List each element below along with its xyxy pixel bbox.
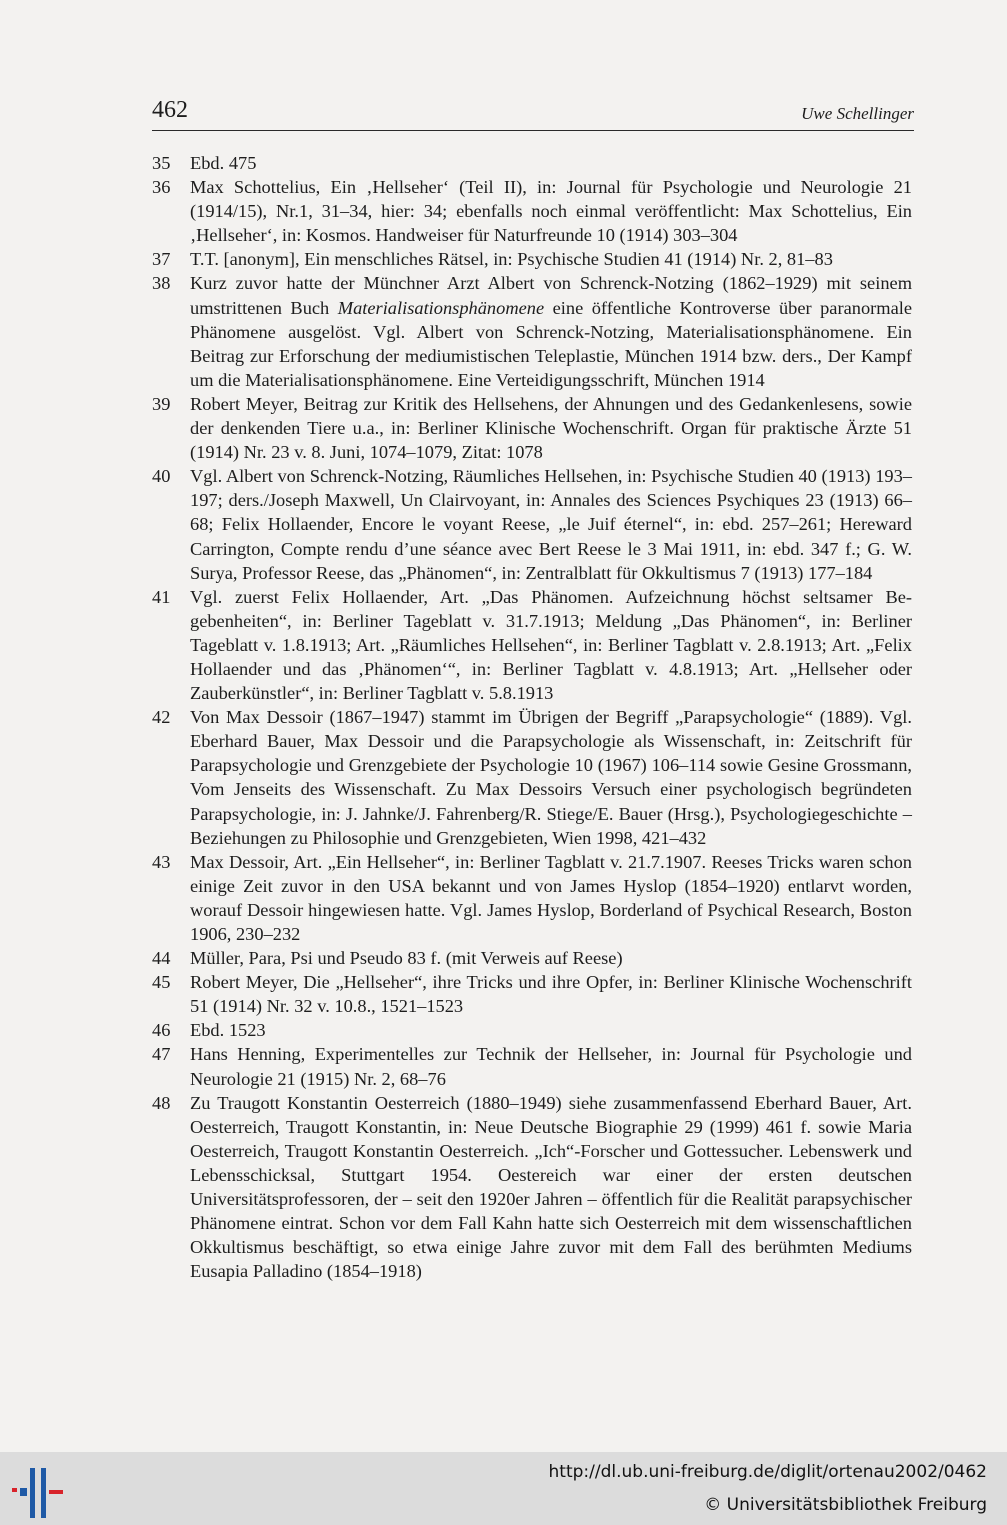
footnote-text: Max Dessoir, Art. „Ein Hellseher“, in: Berliner Tagblatt v. 21.7.1907. Reeses Tricks waren schon einige Zeit zuvor in den USA bekannt und von James Hyslop (1854–1920) entlarvt worden, worauf Dessoir hingewiesen hatte. Vgl. James Hyslop, Borderland of Psychical Research, Boston 1906, 230–232 <box>190 851 912 944</box>
footnote-number: 43 <box>152 851 171 872</box>
footnote-text <box>190 271 912 391</box>
footnote <box>152 1091 912 1284</box>
footnote <box>152 247 912 271</box>
footnote-text: T.T. [anonym], Ein menschliches Rätsel, in: Psychische Studien 41 (1914) Nr. 2, 81–83 <box>190 249 833 270</box>
footnote-number: 40 <box>152 466 171 487</box>
footnote <box>152 271 912 391</box>
footnote-number: 42 <box>152 707 171 728</box>
footnote-number: 39 <box>152 393 171 414</box>
footnote-number: 37 <box>152 249 171 270</box>
footnote-text: Müller, Para, Psi und Pseudo 83 f. (mit Verweis auf Reese) <box>190 948 623 969</box>
footnote-number: 36 <box>152 177 171 198</box>
copyright-notice: © Universitätsbibliothek Freiburg <box>704 1495 987 1515</box>
footnote-number: 47 <box>152 1044 171 1065</box>
footnotes-list <box>152 151 912 1283</box>
footnote-text: Max Schottelius, Ein ‚Hellseher‘ (Teil II), in: Journal für Psychologie und Neurologie 21 (1914/15), Nr.1, 31–34, hier: 34; ebenfalls noch einmal veröffentlicht: Max Schottelius, Ein ‚Hellseher‘, in: Kosmos. Handweiser für Naturfreunde 10 (1914) 303–304 <box>190 177 912 246</box>
footnote-text: Ebd. 475 <box>190 153 257 173</box>
footnote-number: 41 <box>152 586 171 607</box>
footnote-text: Robert Meyer, Beitrag zur Kritik des Hellsehens, der Ahnungen und des Gedankenlesens, sowie der denkenden Tiere u.a., in: Berliner Klinische Wochenschrift. Organ für praktische Ärzte 51 (1914) Nr. 23 v. 8. Juni, 1074–1079, Zitat: 1078 <box>190 393 912 463</box>
permalink-url[interactable]: http://dl.ub.uni-freiburg.de/diglit/ortenau2002/0462 <box>548 1462 987 1482</box>
book-title: Materialisationsphänomene <box>337 297 545 318</box>
footnote-number: 48 <box>152 1092 171 1113</box>
footnote <box>152 464 912 584</box>
footnote-text-part: eine öffentliche Kontroverse über paranormale Phänomene ausgelöst. Vgl. Albert von Schrenck-Notzing, Materialisationsphänomene. Ein Beitrag zur Erforschung der mediumistischen Teleplastie, München 1914 bzw. ders., Der Kampf um die Materialisationsphänomene. Eine Verteidigungsschrift, München 1914 <box>190 297 913 390</box>
footnote-number: 46 <box>152 1020 171 1041</box>
footnote <box>152 1042 912 1090</box>
footnote <box>152 585 912 705</box>
page-number: 462 <box>152 97 188 123</box>
page-header <box>152 96 914 131</box>
footnote <box>152 946 912 970</box>
footnote <box>152 705 912 850</box>
footnote-text: Ebd. 1523 <box>190 1020 266 1041</box>
footnote <box>152 970 912 1018</box>
footnote <box>152 1018 912 1042</box>
footnote-text: Hans Henning, Experimentelles zur Technik der Hellseher, in: Journal für Psychologie und Neurologie 21 (1915) Nr. 2, 68–76 <box>190 1044 912 1089</box>
footnote <box>152 392 912 464</box>
footnote <box>152 850 912 946</box>
footnote-number: 35 <box>152 153 171 173</box>
footnote-text-part: Kurz zuvor hatte der Münchner Arzt Albert von Schrenck-Notzing (1862–1929) mit seinem umstrittenen Buch <box>190 273 912 318</box>
ub-freiburg-logo-icon <box>12 1466 64 1520</box>
footnote-text: Zu Traugott Konstantin Oesterreich (1880–1949) siehe zusammenfassend Eberhard Bauer, Art. Oesterreich, Traugott Konstantin, in: Neue Deutsche Biographie 29 (1999) 461 f. sowie Maria Oesterreich, Traugott Konstantin Oesterreich. „Ich“-Forscher und Gottessucher. Lebenswerk und Lebensschicksal, Stuttgart 1954. Oestereich war einer der ersten deutschen Universitätsprofessoren, der – seit den 1920er Jahren – öffentlich für die Realität parapsychischer Phänomene eintrat. Schon vor dem Fall Kahn hatte sich Oesterreich mit dem wissenschaftlichen Okkultismus beschäftigt, so etwa einige Jahre zuvor mit dem Fall des berühmten Mediums Eusapia Palladino (1854–1918) <box>190 1092 912 1282</box>
footnote-number: 45 <box>152 972 171 993</box>
footnote-text: Vgl. Albert von Schrenck-Notzing, Räumliches Hellsehen, in: Psychische Studien 40 (1913) 193–197; ders./Joseph Maxwell, Un Clairvoyant, in: Annales des Sciences Psychiques 23 (1913) 66–68; Felix Hollaender, Encore le voyant Reese, „le Juif éternel“, in: ebd. 257–261; Hereward Carrington, Compte rendu d’une séance avec Bert Reese le 3 Mai 1911, in: ebd. 347 f.; G. W. Surya, Professor Reese, das „Phänomen“, in: Zentralblatt für Okkultismus 7 (1913) 177–184 <box>190 466 912 583</box>
footnote-text: Vgl. zuerst Felix Hollaender, Art. „Das Phänomen. Aufzeichnung höchst seltsamer Begebenheiten“, in: Berliner Tageblatt v. 31.7.1913; Meldung „Das Phänomen“, in: Berliner Tageblatt v. 1.8.1913; Art. „Räumliches Hellsehen“, in: Berliner Tagblatt v. 2.8.1913; Art. „Felix Hollaender und das ‚Phänomen‘“, in: Berliner Tagblatt v. 4.8.1913; Art. „Hellseher oder Zauberkünstler“, in: Berliner Tagblatt v. 5.8.1913 <box>190 586 912 704</box>
footnote-text: Robert Meyer, Die „Hellseher“, ihre Tricks und ihre Opfer, in: Berliner Klinische Wochenschrift 51 (1914) Nr. 32 v. 10.8., 1521–1523 <box>190 972 912 1017</box>
footnote-number: 44 <box>152 948 171 969</box>
footnote <box>152 175 912 247</box>
footnote-text: Von Max Dessoir (1867–1947) stammt im Übrigen der Begriff „Parapsychologie“ (1889). Vgl. Eberhard Bauer, Max Dessoir und die Parapsychologie als Wissenschaft, in: Zeitschrift für Parapsychologie und Grenzgebiete der Psychologie 10 (1967) 106–114 sowie Gesine Grossmann, Vom Jenseits des Wissenschaft. Zu Max Dessoirs Versuch einer psychologisch begründeten Parapsychologie, in: J. Jahnke/J. Fahrenberg/R. Stiege/E. Bauer (Hrsg.), Psychologiegeschichte – Beziehungen zu Philosophie und Grenzgebieten, Wien 1998, 421–432 <box>190 707 912 848</box>
running-head: Uwe Schellinger <box>801 104 914 123</box>
footnote-number: 38 <box>152 273 171 294</box>
footnote <box>152 151 912 175</box>
